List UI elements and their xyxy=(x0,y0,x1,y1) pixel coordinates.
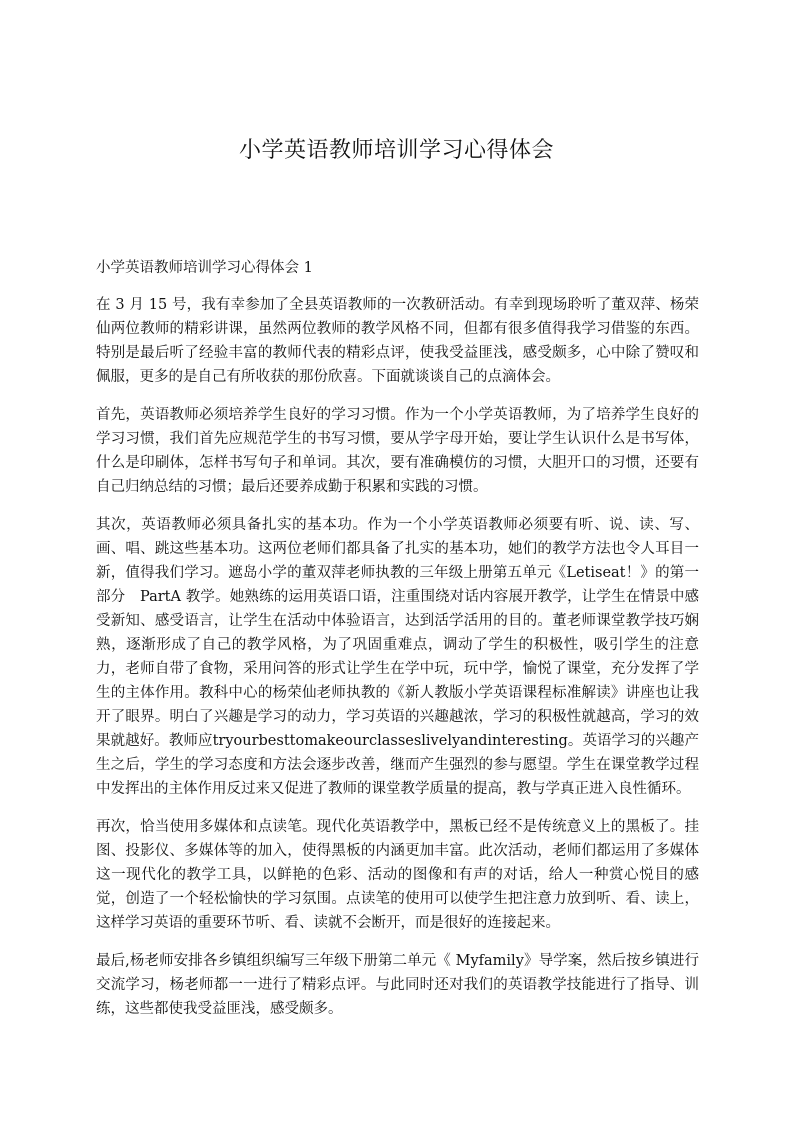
paragraph-basic-skills: 其次，英语教师必须具备扎实的基本功。作为一个小学英语教师必须要有听、说、读、写、画、唱、跳这些基本功。这两位老师们都具备了扎实的基本功，她们的教学方法也令人耳目一新，值得我们学习。遮岛小学的董双萍老师执教的三年级上册第五单元《Letiseat！》的第一部分 PartA 教学。她熟练的运用英语口语，注重围绕对话内容展开教学，让学生在情景中感受新知、感受语言，让学生在活动中体验语言，达到活学活用的目的。董老师课堂教学技巧娴熟，逐渐形成了自己的教学风格，为了巩固重难点，调动了学生的积极性，吸引学生的注意力，老师自带了食物，采用问答的形式让学生在学中玩，玩中学，愉悦了课堂，充分发挥了学生的主体作用。教科中心的杨荣仙老师执教的《新人教版小学英语课程标准解读》讲座也让我开了眼界。明白了兴趣是学习的动力，学习英语的兴趣越浓，学习的积极性就越高，学习的效果就越好。教师应tryourbesttomakeourclasseslivelyandinteresting。英语学习的兴趣产生之后，学生的学习态度和方法会逐步改善，继而产生强烈的参与愿望。学生在课堂教学过程中发挥出的主体作用反过来又促进了教师的课堂教学质量的提高，教与学真正进入良性循环。 xyxy=(96,517,699,797)
paragraph-intro: 在 3 月 15 号，我有幸参加了全县英语教师的一次教研活动。有幸到现场聆听了董双萍、杨荣仙两位教师的精彩讲课，虽然两位教师的教学风格不同，但都有很多值得我学习借鉴的东西。特别是最后听了经验丰富的教师代表的精彩点评，使我受益匪浅，感受颇多，心中除了赞叹和佩服，更多的是自己有所收获的那份欣喜。下面就谈谈自己的点滴体会。 xyxy=(96,297,699,385)
paragraph-multimedia: 再次，恰当使用多媒体和点读笔。现代化英语教学中，黑板已经不是传统意义上的黑板了。挂图、投影仪、多媒体等的加入，使得黑板的内涵更加丰富。此次活动，老师们都运用了多媒体这一现代化的教学工具，以鲜艳的色彩、活动的图像和有声的对话，给人一种赏心悦目的感觉，创造了一个轻松愉快的学习氛围。点读笔的使用可以使学生把注意力放到听、看、读上，这样学习英语的重要环节听、看、读就不会断开，而是很好的连接起来。 xyxy=(96,819,699,931)
paragraph-finally: 最后,杨老师安排各乡镇组织编写三年级下册第二单元《 Myfamily》导学案，然后按乡镇进行交流学习，杨老师都一一进行了精彩点评。与此同时还对我们的英语教学技能进行了指导、训练，这些都使我受益匪浅，感受颇多。 xyxy=(96,953,699,1017)
document-title: 小学英语教师培训学习心得体会 xyxy=(238,138,554,163)
section-heading: 小学英语教师培训学习心得体会 1 xyxy=(96,260,313,276)
paragraph-habits: 首先，英语教师必须培养学生良好的学习习惯。作为一个小学英语教师，为了培养学生良好的学习习惯，我们首先应规范学生的书写习惯，要从学字母开始，要让学生认识什么是书写体，什么是印刷体，怎样书写句子和单词。其次，要有准确模仿的习惯，大胆开口的习惯，还要有自己归纳总结的习惯；最后还要养成勤于积累和实践的习惯。 xyxy=(96,407,699,495)
document-body xyxy=(96,256,699,1035)
